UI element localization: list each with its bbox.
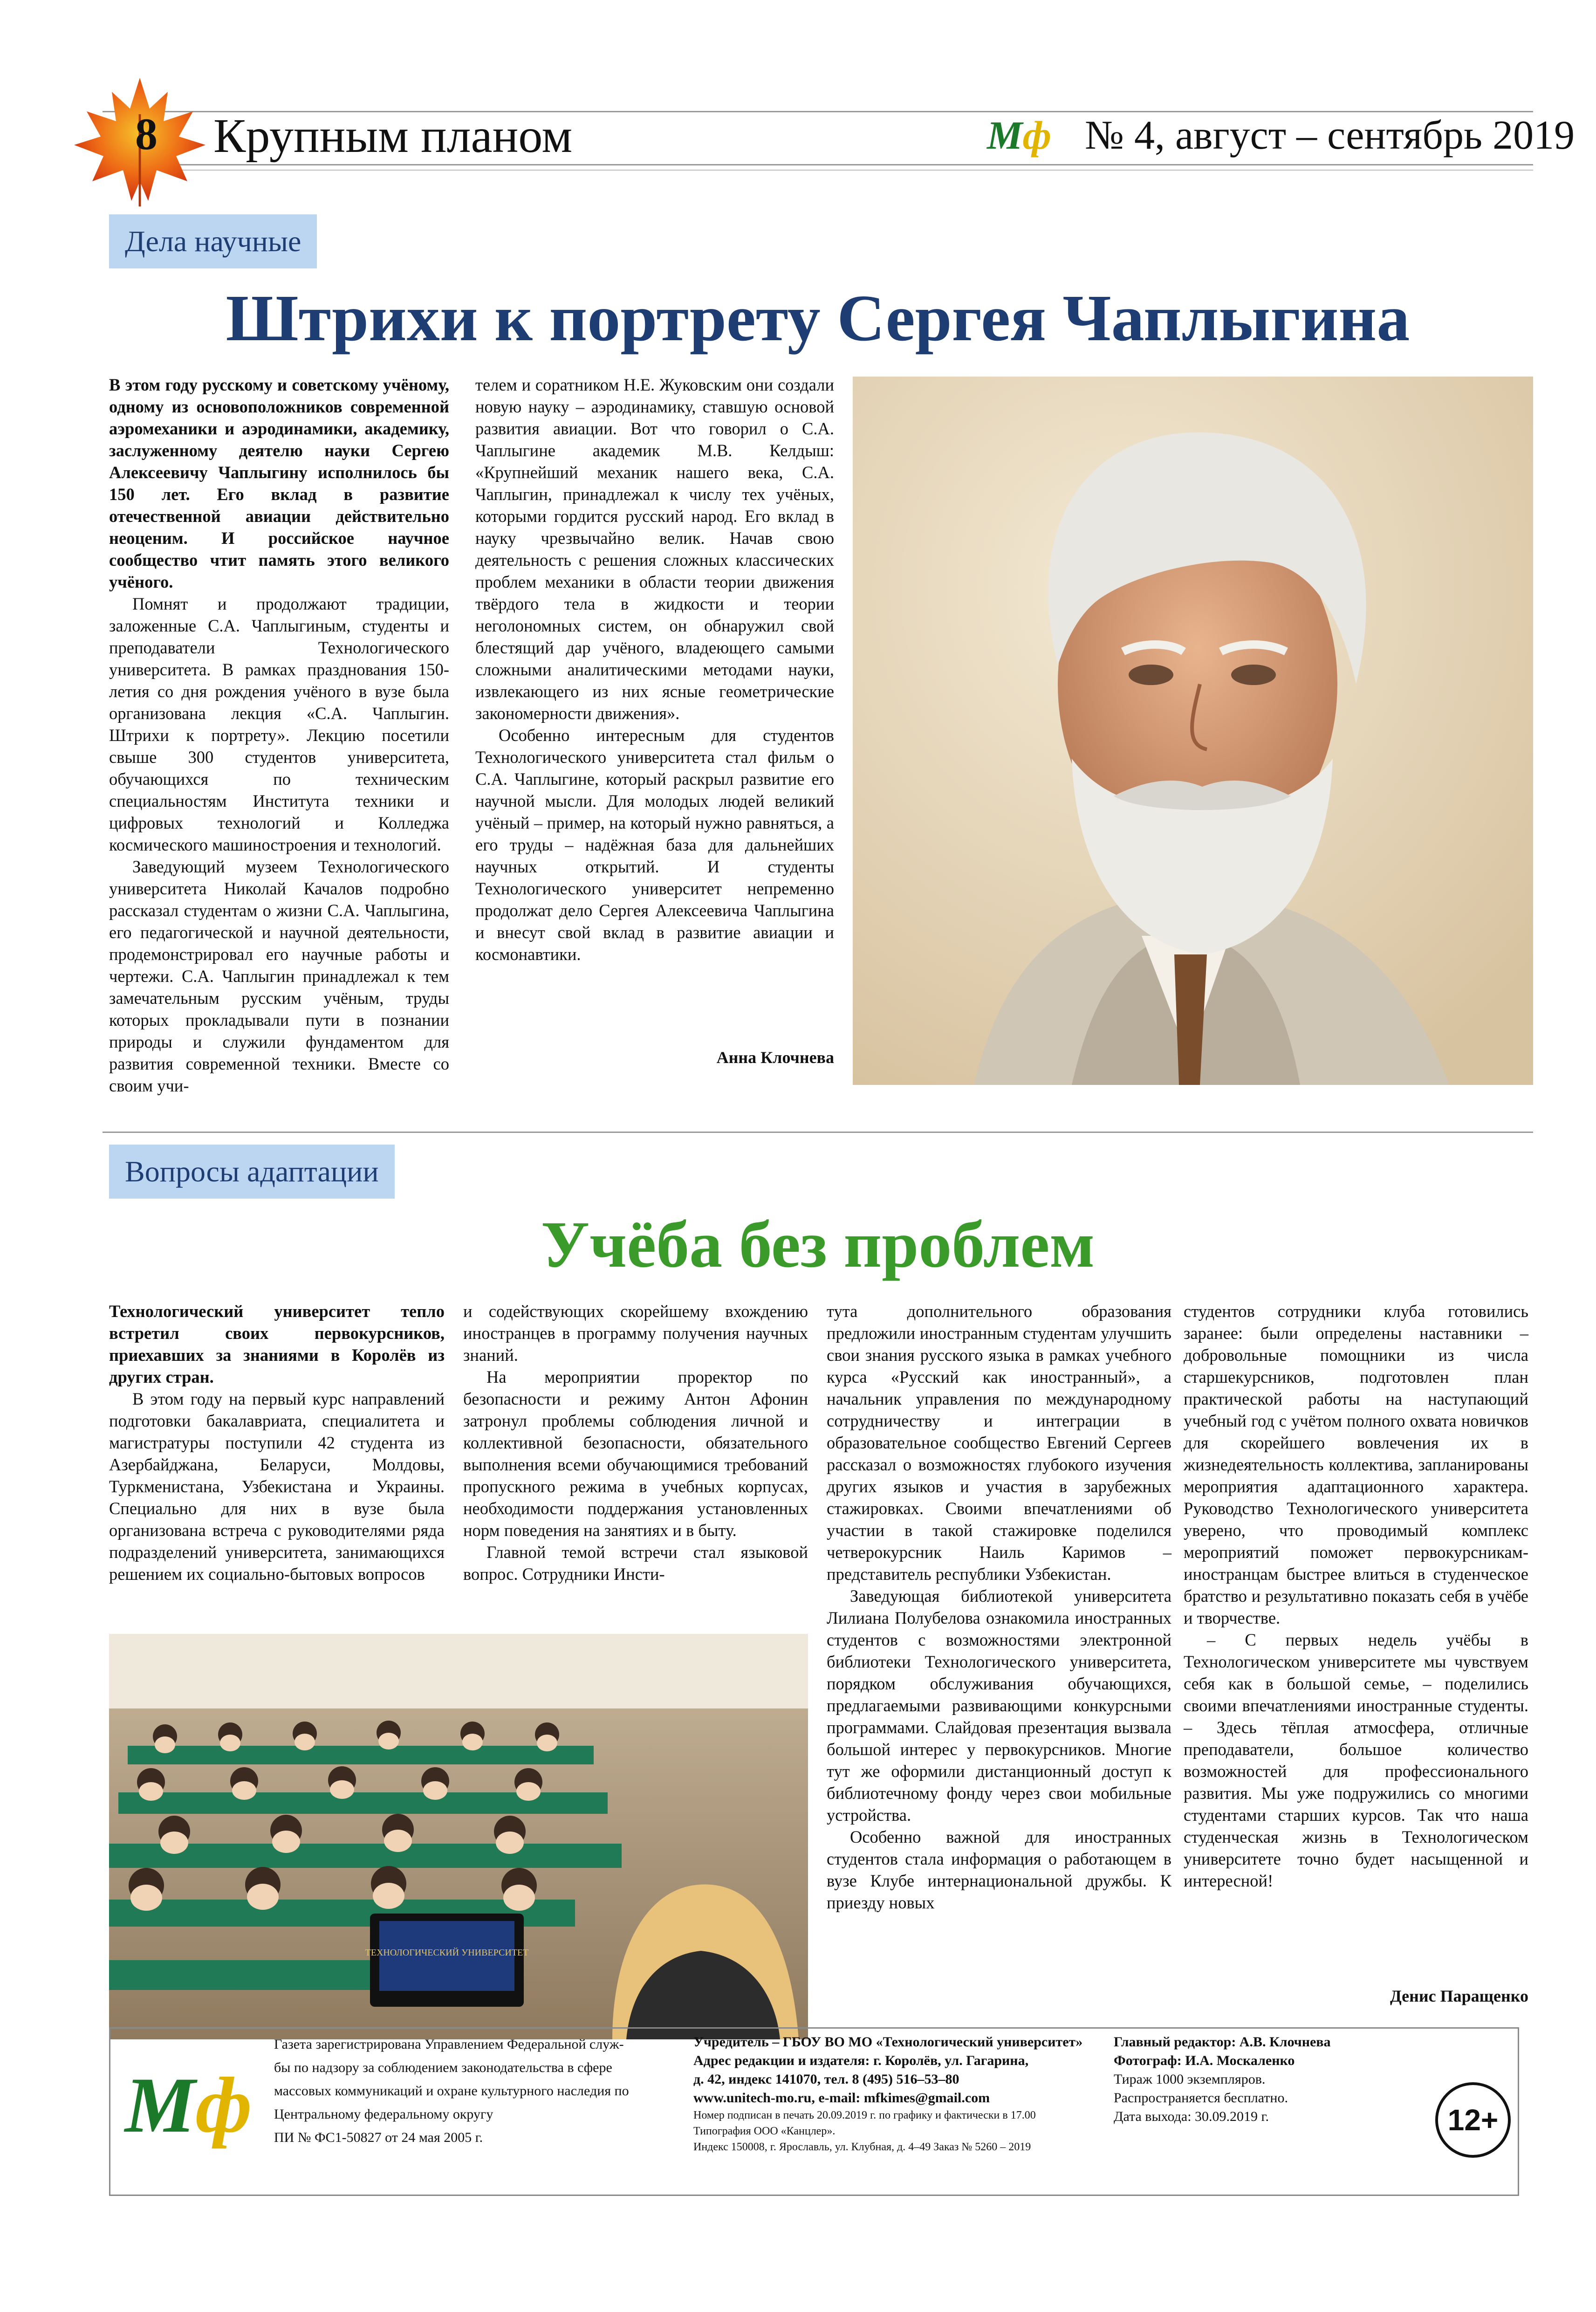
article1-author: Анна Клочнева xyxy=(716,1048,834,1067)
registration-line: Газета зарегистрирована Управлением Федеральной служ- xyxy=(274,2037,624,2052)
rubric-adaptation: Вопросы адаптации xyxy=(109,1145,395,1199)
lecture-hall-photo xyxy=(109,1634,808,2039)
distribution: Распространяется бесплатно. xyxy=(1114,2090,1288,2106)
article2-paragraph: Заведующая библиотекой университета Лилиана Полубелова ознакомила иностранных студентов с возможностями электронной библиотеки Технологического университета, порядком обслуживания обучающихся, предлагаемыми развивающими конкурсными программами. Слайдовая презентация вызвала большой интерес у первокурсников. Многие тут же оформили дистанционный доступ к библиотечному фонду через свои мобильные устройства. xyxy=(827,1586,1171,1825)
print-index: Индекс 150008, г. Ярославль, ул. Клубная, д. 4–49 Заказ № 5260 – 2019 xyxy=(693,2141,1031,2153)
page-number: 8 xyxy=(135,109,158,159)
header-bottom-rule xyxy=(103,164,1533,165)
circulation: Тираж 1000 экземпляров. xyxy=(1114,2072,1266,2087)
newspaper-logo-large: Мф xyxy=(125,2061,252,2149)
address-line: Адрес редакции и издателя: г. Королёв, ул. Гагарина, xyxy=(693,2053,1029,2068)
chaplygin-portrait xyxy=(853,377,1533,1085)
chief-editor: Главный редактор: А.В. Клочнева xyxy=(1114,2034,1331,2050)
article2-column-3 xyxy=(827,1300,1171,2004)
article2-paragraph: студентов сотрудники клуба готовились заранее: были определены наставники – добровольные помощники из числа старшекурсников, подготовлен план практической работы на наступающий учебный год с учётом полного охвата новичков для скорейшего вовлечения их в жизнедеятельность коллектива, запланированы мероприятия адаптационного характера. Руководство Технологического университета уверено, что проводимый комплекс мероприятий поможет первокурсникам-иностранцам быстрее влиться в студенческое братство и результативно показать себя в учёбе и творчестве. xyxy=(1184,1302,1528,1627)
newspaper-logo-small: Мф xyxy=(987,113,1052,158)
monitor-screen-text: ТЕХНОЛОГИЧЕСКИЙ УНИВЕРСИТЕТ xyxy=(365,1948,529,1958)
article1-column-1 xyxy=(109,374,449,1095)
photographer: Фотограф: И.А. Москаленко xyxy=(1114,2053,1295,2068)
article2-column-1 xyxy=(109,1300,445,1599)
web-contact: www.unitech-mo.ru, e-mail: mfkimes@gmail.com xyxy=(693,2090,990,2106)
article2-paragraph: В этом году на первый курс направлений подготовки бакалавриата, специалитета и магистратуры поступили 42 студента из Азербайджана, Беларуси, Молдовы, Туркменистана, Узбекистана и Украины. Специально для них в вузе была организована встреча с руководителями ряда подразделений университета, занимающихся решением их социально-бытовых вопросов xyxy=(109,1389,445,1584)
section-divider xyxy=(103,1132,1533,1133)
issue-number: № 4, август – сентябрь 2019 xyxy=(1085,113,1575,158)
article2-paragraph: – С первых недель учёбы в Технологическом университете мы чувствуем себя как в большой семье, – поделились своими впечатлениями иностранные студенты. – Здесь тёплая атмосфера, отличные преподаватели, большое количество возможностей для профессионального развития. Мы уже подружились со многими студентами старших курсов. Так что наша студенческая жизнь в Технологическом университете точно будет насыщенной и интересной! xyxy=(1184,1630,1528,1890)
article2-paragraph: Особенно важной для иностранных студентов стала информация о работающем в вузе Клубе интернациональной дружбы. К приезду новых xyxy=(827,1827,1171,1912)
registration-info xyxy=(274,2033,684,2149)
editorial-info xyxy=(1114,2033,1431,2126)
header-bottom-rule-thin xyxy=(103,170,1533,171)
article1-paragraph: Помнят и продолжают традиции, заложенные С.А. Чаплыгиным, студенты и преподаватели Технологического университета. В рамках празднования 150-летия со дня рождения учёного в вузе была организована лекция «С.А. Чаплыгин. Штрихи к портрету». Лекцию посетили свыше 300 студентов университета, обучающихся по техническим специальностям Института техники и цифровых технологий и Колледжа космического машиностроения и технологий. xyxy=(109,594,449,854)
article1-paragraph: телем и соратником Н.Е. Жуковским они создали новую науку – аэродинамику, ставшую основой развития авиации. Вот что говорил о С.А. Чаплыгине академик М.В. Келдыш: «Крупнейший механик нашего века, С.А. Чаплыгин, принадлежал к числу тех учёных, которыми гордится русский народ. Его вклад в науку чрезвычайно велик. Начав свою деятельность с решения сложных классических проблем механики в области теории движения твёрдого тела в жидкости и теории неголономных систем, он обнаружил свой блестящий дар учёного, владеющего самыми сложными аналитическими методами науки, извлекающего из них ясные геометрические закономерности движения». xyxy=(475,375,834,723)
address-line: д. 42, индекс 141070, тел. 8 (495) 516–53–80 xyxy=(693,2072,959,2087)
article2-author: Денис Паращенко xyxy=(1390,1987,1528,2005)
rubric-science: Дела научные xyxy=(109,214,317,268)
age-rating-badge: 12+ xyxy=(1435,2082,1511,2158)
registration-line: ПИ № ФС1-50827 от 24 мая 2005 г. xyxy=(274,2130,483,2145)
article1-title: Штрихи к портрету Сергея Чаплыгина xyxy=(226,281,1410,355)
article1-paragraph: Заведующий музеем Технологического университета Николай Качалов подробно рассказал студентам о жизни С.А. Чаплыгина, его педагогической и научной деятельности, продемонстрировал его научные работы и чертежи. С.А. Чаплыгин принадлежал к тем замечательным русским учёным, труды которых прокладывали пути в познании природы и служили фундаментом для развития современной техники. Вместе со своим учи- xyxy=(109,857,449,1095)
article2-paragraph: Главной темой встречи стал языковой вопрос. Сотрудники Инсти- xyxy=(463,1543,808,1584)
article1-lead: В этом году русскому и советскому учёному, одному из основоположников современной аэромеханики и аэродинамики, академику, заслуженному деятелю науки Сергею Алексеевичу Чаплыгину исполнилось бы 150 лет. Его вклад в развитие отечественной авиации действительно неоценим. И российское научное сообщество чтит память этого великого учёного. xyxy=(109,375,449,591)
registration-line: бы по надзору за соблюдением законодательства в сфере xyxy=(274,2060,612,2075)
founder: Учредитель – ГБОУ ВО МО «Технологический университет» xyxy=(693,2034,1083,2050)
article1-column-2 xyxy=(475,374,834,1026)
section-name: Крупным планом xyxy=(213,109,573,163)
article2-lead: Технологический университет тепло встретил своих первокурсников, приехавших за знаниями в Королёв из других стран. xyxy=(109,1302,445,1386)
article2-paragraph: тута дополнительного образования предложили иностранным студентам улучшить свои знания русского языка в рамках учебного курса «Русский как иностранный», а начальник управления по международному сотрудничеству и интеграции в образовательное сообщество Евгений Сергеев рассказал о возможностях глубокого изучения других языков и участия в зарубежных стажировках. Своими впечатлениями об участии в такой стажировке поделился четверокурсник Наиль Каримов – представитель республики Узбекистан. xyxy=(827,1302,1171,1584)
article2-paragraph: На мероприятии проректор по безопасности и режиму Антон Афонин затронул проблемы соблюдения личной и коллективной безопасности, обязательного выполнения всеми обучающимися требований пропускного режима в учебных корпусах, необходимости поддержания установленных норм поведения на занятиях и в быту. xyxy=(463,1367,808,1540)
article1-paragraph: Особенно интересным для студентов Технологического университета стал фильм о С.А. Чаплыгине, который раскрыл развитие его научной мысли. Для молодых людей великий учёный – пример, на который нужно равняться, а его труды – надёжная база для дальнейших научных открытий. И студенты Технологического университет непременно продолжат дело Сергея Алексеевича Чаплыгина и внесут свой вклад в развитие авиации и космонавтики. xyxy=(475,726,834,964)
registration-line: Центральному федеральному округу xyxy=(274,2106,493,2122)
article2-column-4 xyxy=(1184,1300,1528,2004)
article2-paragraph: и содействующих скорейшему вхождению иностранцев в программу получения научных знаний. xyxy=(463,1302,808,1365)
article2-column-2 xyxy=(463,1300,808,1626)
registration-line: массовых коммуникаций и охране культурного наследия по xyxy=(274,2083,629,2099)
signed-to-print: Номер подписан в печать 20.09.2019 г. по графику и фактически в 17.00 xyxy=(693,2109,1036,2121)
publisher-info xyxy=(693,2033,1103,2155)
printing-house: Типография ООО «Канцлер». xyxy=(693,2125,836,2137)
article2-title: Учёба без проблем xyxy=(541,1207,1095,1281)
release-date: Дата выхода: 30.09.2019 г. xyxy=(1114,2109,1269,2124)
